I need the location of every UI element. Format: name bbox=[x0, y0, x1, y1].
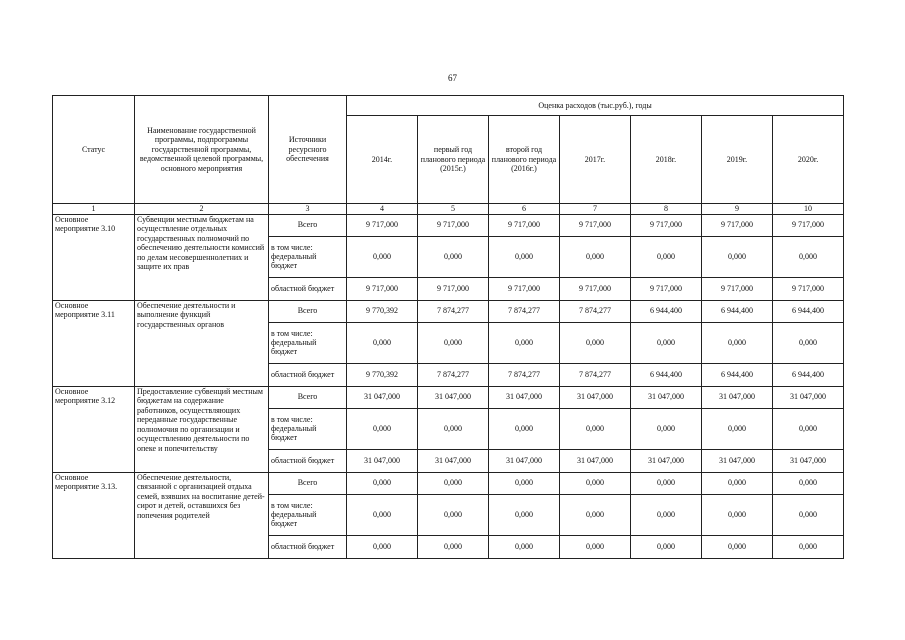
expense-value: 9 717,000 bbox=[560, 277, 631, 300]
expense-value: 0,000 bbox=[347, 472, 418, 494]
header-name: Наименование государственной программы, подпрограммы государственной программы, ведомственной целевой программы, основного мероприятия bbox=[135, 96, 269, 204]
expense-value: 0,000 bbox=[702, 535, 773, 558]
header-year: 2018г. bbox=[631, 116, 702, 204]
expense-value: 0,000 bbox=[489, 494, 560, 535]
table-row bbox=[53, 300, 844, 322]
activity-name: Субвенции местным бюджетам на осуществление отдельных государственных полномочий по обеспечению деятельности комиссий по делам несовершеннолетних и защите их прав bbox=[135, 214, 269, 300]
expense-value: 9 717,000 bbox=[418, 214, 489, 236]
expense-value: 9 717,000 bbox=[489, 277, 560, 300]
expense-value: 0,000 bbox=[631, 408, 702, 449]
expense-value: 0,000 bbox=[418, 494, 489, 535]
expense-value: 0,000 bbox=[773, 236, 844, 277]
header-year: второй год планового периода (2016г.) bbox=[489, 116, 560, 204]
expense-value: 9 717,000 bbox=[418, 277, 489, 300]
expense-value: 0,000 bbox=[347, 322, 418, 363]
expense-value: 0,000 bbox=[489, 472, 560, 494]
column-number: 1 bbox=[53, 204, 135, 215]
header-source: Источники ресурсного обеспечения bbox=[269, 96, 347, 204]
activity-status: Основное мероприятие 3.13. bbox=[53, 472, 135, 558]
expense-value: 0,000 bbox=[773, 322, 844, 363]
expense-value: 31 047,000 bbox=[418, 386, 489, 408]
activity-status: Основное мероприятие 3.12 bbox=[53, 386, 135, 472]
expense-value: 31 047,000 bbox=[702, 449, 773, 472]
expense-value: 0,000 bbox=[702, 322, 773, 363]
header-year: 2014г. bbox=[347, 116, 418, 204]
expense-value: 9 717,000 bbox=[631, 214, 702, 236]
expense-value: 9 717,000 bbox=[631, 277, 702, 300]
header-year: первый год планового периода (2015г.) bbox=[418, 116, 489, 204]
expense-value: 0,000 bbox=[560, 408, 631, 449]
table-row bbox=[53, 386, 844, 408]
expense-value: 0,000 bbox=[347, 494, 418, 535]
expense-value: 0,000 bbox=[347, 535, 418, 558]
expense-value: 31 047,000 bbox=[560, 449, 631, 472]
expense-value: 0,000 bbox=[631, 535, 702, 558]
expense-value: 9 717,000 bbox=[347, 214, 418, 236]
expense-value: 31 047,000 bbox=[489, 386, 560, 408]
expense-value: 31 047,000 bbox=[631, 386, 702, 408]
expense-value: 0,000 bbox=[773, 408, 844, 449]
funding-source-regional: областной бюджет bbox=[269, 449, 347, 472]
funding-source-regional: областной бюджет bbox=[269, 363, 347, 386]
activity-name: Предоставление субвенций местным бюджетам на содержание работников, осуществляющих переданные государственные полномочия по организации и осуществлению деятельности по опеке и попечительству bbox=[135, 386, 269, 472]
expense-value: 31 047,000 bbox=[347, 386, 418, 408]
header-year: 2019г. bbox=[702, 116, 773, 204]
expense-value: 0,000 bbox=[560, 472, 631, 494]
expense-value: 0,000 bbox=[489, 322, 560, 363]
expense-value: 9 717,000 bbox=[702, 214, 773, 236]
expense-value: 31 047,000 bbox=[773, 386, 844, 408]
column-number: 6 bbox=[489, 204, 560, 215]
expense-value: 9 717,000 bbox=[489, 214, 560, 236]
column-number: 3 bbox=[269, 204, 347, 215]
expense-value: 0,000 bbox=[489, 236, 560, 277]
funding-source-total: Всего bbox=[269, 386, 347, 408]
expense-value: 7 874,277 bbox=[418, 300, 489, 322]
expense-value: 0,000 bbox=[773, 535, 844, 558]
funding-source-federal: в том числе: федеральный бюджет bbox=[269, 494, 347, 535]
expense-value: 31 047,000 bbox=[489, 449, 560, 472]
expense-value: 9 770,392 bbox=[347, 300, 418, 322]
column-number: 2 bbox=[135, 204, 269, 215]
table-row bbox=[53, 214, 844, 236]
header-status: Статус bbox=[53, 96, 135, 204]
expense-value: 0,000 bbox=[560, 236, 631, 277]
expense-value: 0,000 bbox=[347, 236, 418, 277]
header-year: 2020г. bbox=[773, 116, 844, 204]
activity-status: Основное мероприятие 3.10 bbox=[53, 214, 135, 300]
expense-value: 9 717,000 bbox=[560, 214, 631, 236]
expense-value: 6 944,400 bbox=[702, 300, 773, 322]
expense-value: 6 944,400 bbox=[702, 363, 773, 386]
funding-source-total: Всего bbox=[269, 214, 347, 236]
header-year: 2017г. bbox=[560, 116, 631, 204]
expense-value: 6 944,400 bbox=[631, 300, 702, 322]
expense-value: 0,000 bbox=[631, 322, 702, 363]
table-row bbox=[53, 472, 844, 494]
funding-source-regional: областной бюджет bbox=[269, 535, 347, 558]
expense-value: 0,000 bbox=[489, 408, 560, 449]
expense-value: 9 717,000 bbox=[773, 277, 844, 300]
column-number: 5 bbox=[418, 204, 489, 215]
column-number: 10 bbox=[773, 204, 844, 215]
expense-value: 0,000 bbox=[347, 408, 418, 449]
funding-source-total: Всего bbox=[269, 300, 347, 322]
expense-value: 0,000 bbox=[702, 472, 773, 494]
expense-value: 7 874,277 bbox=[560, 363, 631, 386]
activity-name: Обеспечение деятельности и выполнение функций государственных органов bbox=[135, 300, 269, 386]
expense-value: 0,000 bbox=[560, 535, 631, 558]
expense-table bbox=[52, 95, 844, 559]
expense-value: 0,000 bbox=[773, 494, 844, 535]
expense-value: 7 874,277 bbox=[489, 300, 560, 322]
column-number: 7 bbox=[560, 204, 631, 215]
expense-value: 0,000 bbox=[418, 236, 489, 277]
expense-value: 31 047,000 bbox=[631, 449, 702, 472]
expense-value: 31 047,000 bbox=[418, 449, 489, 472]
expense-value: 31 047,000 bbox=[702, 386, 773, 408]
expense-value: 0,000 bbox=[418, 535, 489, 558]
expense-value: 0,000 bbox=[418, 472, 489, 494]
expense-value: 9 770,392 bbox=[347, 363, 418, 386]
expense-value: 7 874,277 bbox=[489, 363, 560, 386]
funding-source-total: Всего bbox=[269, 472, 347, 494]
expense-value: 31 047,000 bbox=[560, 386, 631, 408]
expense-value: 0,000 bbox=[702, 236, 773, 277]
expense-value: 0,000 bbox=[560, 322, 631, 363]
expense-value: 9 717,000 bbox=[702, 277, 773, 300]
column-number: 4 bbox=[347, 204, 418, 215]
expense-value: 0,000 bbox=[702, 494, 773, 535]
activity-status: Основное мероприятие 3.11 bbox=[53, 300, 135, 386]
expense-value: 31 047,000 bbox=[347, 449, 418, 472]
funding-source-federal: в том числе: федеральный бюджет bbox=[269, 322, 347, 363]
expense-value: 9 717,000 bbox=[773, 214, 844, 236]
column-number: 8 bbox=[631, 204, 702, 215]
funding-source-federal: в том числе: федеральный бюджет bbox=[269, 236, 347, 277]
expense-value: 7 874,277 bbox=[560, 300, 631, 322]
expense-value: 0,000 bbox=[560, 494, 631, 535]
expense-value: 6 944,400 bbox=[631, 363, 702, 386]
expense-value: 0,000 bbox=[702, 408, 773, 449]
header-expenses: Оценка расходов (тыс.руб.), годы bbox=[347, 96, 844, 116]
expense-value: 6 944,400 bbox=[773, 300, 844, 322]
funding-source-federal: в том числе: федеральный бюджет bbox=[269, 408, 347, 449]
expense-value: 0,000 bbox=[773, 472, 844, 494]
expense-value: 0,000 bbox=[489, 535, 560, 558]
expense-value: 7 874,277 bbox=[418, 363, 489, 386]
expense-value: 0,000 bbox=[631, 236, 702, 277]
funding-source-regional: областной бюджет bbox=[269, 277, 347, 300]
expense-value: 0,000 bbox=[631, 472, 702, 494]
expense-value: 0,000 bbox=[631, 494, 702, 535]
expense-value: 0,000 bbox=[418, 322, 489, 363]
expense-value: 6 944,400 bbox=[773, 363, 844, 386]
expense-value: 9 717,000 bbox=[347, 277, 418, 300]
column-number: 9 bbox=[702, 204, 773, 215]
page-number: 67 bbox=[448, 73, 457, 83]
expense-value: 0,000 bbox=[418, 408, 489, 449]
expense-value: 31 047,000 bbox=[773, 449, 844, 472]
activity-name: Обеспечение деятельности, связанной с организацией отдыха семей, взявших на воспитание детей-сирот и детей, оставшихся без попечения родителей bbox=[135, 472, 269, 558]
